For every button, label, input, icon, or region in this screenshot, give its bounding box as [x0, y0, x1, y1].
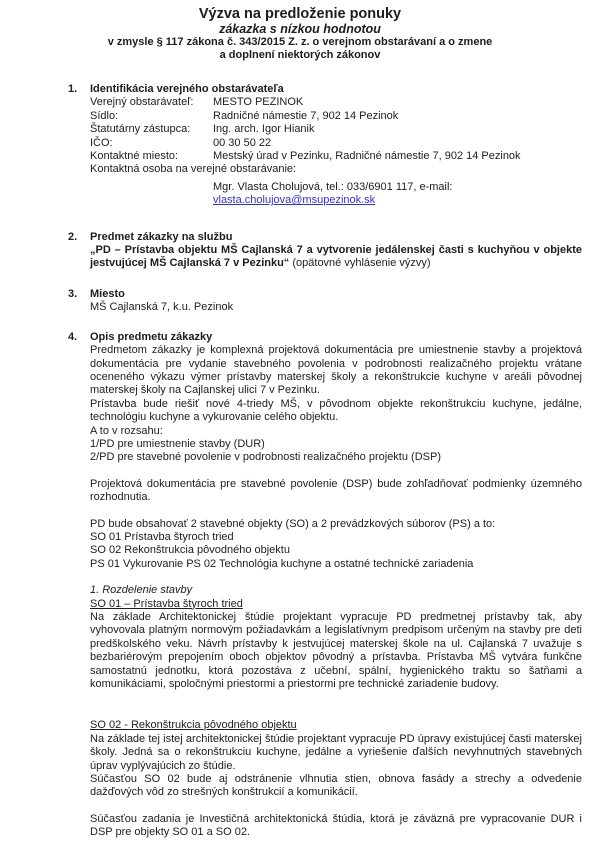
section-1-number: 1.: [68, 83, 78, 95]
subject-note-text: (opätovné vyhlásenie výzvy): [289, 257, 431, 270]
division-heading: 1. Rozdelenie stavby: [90, 584, 193, 597]
objects-intro: PD bude obsahovať 2 stavebné objekty (SO) a 2 prevádzkových súborov (PS) a to:: [90, 517, 496, 530]
info-label: IČO:: [90, 136, 113, 149]
info-value: 00 30 50 22: [213, 136, 272, 149]
subject-paragraph: [90, 244, 582, 271]
so01-heading: SO 01 – Prístavba štyroch tried: [90, 597, 243, 610]
so02-paragraph-1: Na základe tej istej architektonickej štúdie projektant vypracuje PD úpravy existujúcej časti materskej školy. Jedná sa o rekonštrukciu kuchyne, jedálne a vyriešenie ďalších nevyhnutných stavebných úprav vyplývajúcich zo štúdie.: [90, 732, 582, 772]
section-place: [68, 288, 582, 315]
so02-heading: SO 02 - Rekonštrukcia pôvodného objektu: [90, 719, 297, 732]
final-paragraph: Súčasťou zadania je Investičná architektonická štúdia, ktorá je záväzná pre vypracovanie DUR i DSP pre objekty SO 01 a SO 02.: [90, 812, 582, 839]
description-paragraph-1: Predmetom zákazky je komplexná projektová dokumentácia pre umiestnenie stavby a projektová dokumentácia pre vydanie stavebného povolenia v podrobnosti realizačného projektu vrátane oceneného výkazu výmer prístavby materskej školy a rekonštrukcie kuchyne v areáli pôvodnej materskej školy na Cajlanskej ulici 7 v Pezinku.: [90, 344, 582, 397]
section-description: [68, 331, 582, 840]
place-text: MŠ Cajlanská 7, k.u. Pezinok: [90, 301, 234, 314]
email-link[interactable]: vlasta.cholujova@msupezinok.sk: [213, 194, 376, 207]
info-label: Kontaktné miesto:: [90, 150, 179, 163]
subject-title-text: „PD – Prístavba objektu MŠ Cajlanská 7 a vytvorenie jedálenskej časti s kuchyňou v objekte jestvujúcej MŠ Cajlanská 7 v Pezinku“: [90, 244, 582, 270]
contact-email-line: [213, 194, 582, 207]
section-2-number: 2.: [68, 230, 78, 243]
scope-item-1: 1/PD pre umiestnenie stavby (DUR): [90, 437, 265, 450]
contact-person-details: Mgr. Vlasta Cholujová, tel.: 033/6901 117, e-mail:: [213, 180, 453, 193]
section-4-number: 4.: [68, 330, 78, 343]
description-paragraph-2: Prístavba bude riešiť nové 4-triedy MŠ, v pôvodnom objekte rekonštrukciu kuchyne, jedálne, technológiu kuchyne a vykurovanie celého objektu.: [90, 397, 582, 424]
contact-person-intro: Kontaktná osoba na verejné obstarávanie:: [90, 163, 297, 176]
section-3-heading: Miesto: [90, 287, 125, 300]
section-4-heading: Opis predmetu zákazky: [90, 330, 213, 343]
document-header: [0, 6, 600, 62]
info-label: Verejný obstarávateľ:: [90, 96, 194, 109]
object-item-so02: SO 02 Rekonštrukcia pôvodného objektu: [90, 544, 290, 557]
law-reference-line-2: a doplnení niektorých zákonov: [219, 49, 381, 61]
object-item-so01: SO 01 Prístavba štyroch tried: [90, 530, 234, 543]
info-row-contact-place: [90, 150, 582, 163]
section-2-heading: Predmet zákazky na službu: [90, 230, 233, 243]
info-row-address: [90, 110, 582, 123]
info-row-ico: [90, 137, 582, 150]
section-1-heading: Identifikácia verejného obstarávateľa: [90, 83, 284, 95]
section-identification: [68, 83, 582, 208]
object-item-ps: PS 01 Vykurovanie PS 02 Technológia kuchyne a ostatné technické zariadenia: [90, 557, 474, 570]
info-value: Ing. arch. Igor Hianik: [213, 123, 315, 136]
dsp-conditions-paragraph: Projektová dokumentácia pre stavebné povolenie (DSP) bude zohľadňovať podmienky územného rozhodnutia.: [90, 477, 582, 504]
so01-paragraph: Na základe Architektonickej štúdie projektant vypracuje PD predmetnej prístavby tak, aby vyhovovala platným normovým požiadavkám a legislatívnym predpisom určeným na stavby pre deti predškolského veku. Návrh prístavby k jestvujúcej materskej škole na ul. Cajlanská 7 uvažuje s bezbariérovým prepojením oboch objektov pôvodný a prístavba. Prístavba MŠ vytvára funkčne samostatnú jednotku, ktorá pozostáva z učební, spální, hygienického traktu so šatňami a komunikáciami, spoločnými priestormi a priestormi pre technické zariadenie budovy.: [90, 611, 582, 691]
info-row-representative: [90, 123, 582, 136]
info-value: Mestský úrad v Pezinku, Radničné námestie 7, 902 14 Pezinok: [213, 150, 521, 163]
scope-intro: A to v rozsahu:: [90, 424, 163, 437]
info-value: Radničné námestie 7, 902 14 Pezinok: [213, 109, 399, 122]
so02-paragraph-2: Súčasťou SO 02 bude aj odstránenie vlhnutia stien, obnova fasády a strechy a odvedenie dažďových vôd zo strešných konštrukcií a komunikácií.: [90, 773, 582, 799]
info-label: Sídlo:: [90, 109, 119, 122]
scope-item-2: 2/PD pre stavebné povolenie v podrobnosti realizačného projektu (DSP): [90, 451, 441, 464]
info-value: MESTO PEZINOK: [213, 96, 304, 109]
section-3-number: 3.: [68, 287, 78, 300]
document-title: Výzva na predloženie ponuky: [198, 6, 402, 22]
sections-container: [68, 83, 582, 840]
info-label: Štatutárny zástupca:: [90, 123, 191, 136]
document-subtitle: zákazka s nízkou hodnotou: [219, 22, 381, 36]
section-subject: [68, 231, 582, 271]
law-reference-line-1: v zmysle § 117 zákona č. 343/2015 Z. z. o verejnom obstarávaní a o zmene: [107, 36, 493, 48]
info-row-authority: [90, 96, 582, 109]
